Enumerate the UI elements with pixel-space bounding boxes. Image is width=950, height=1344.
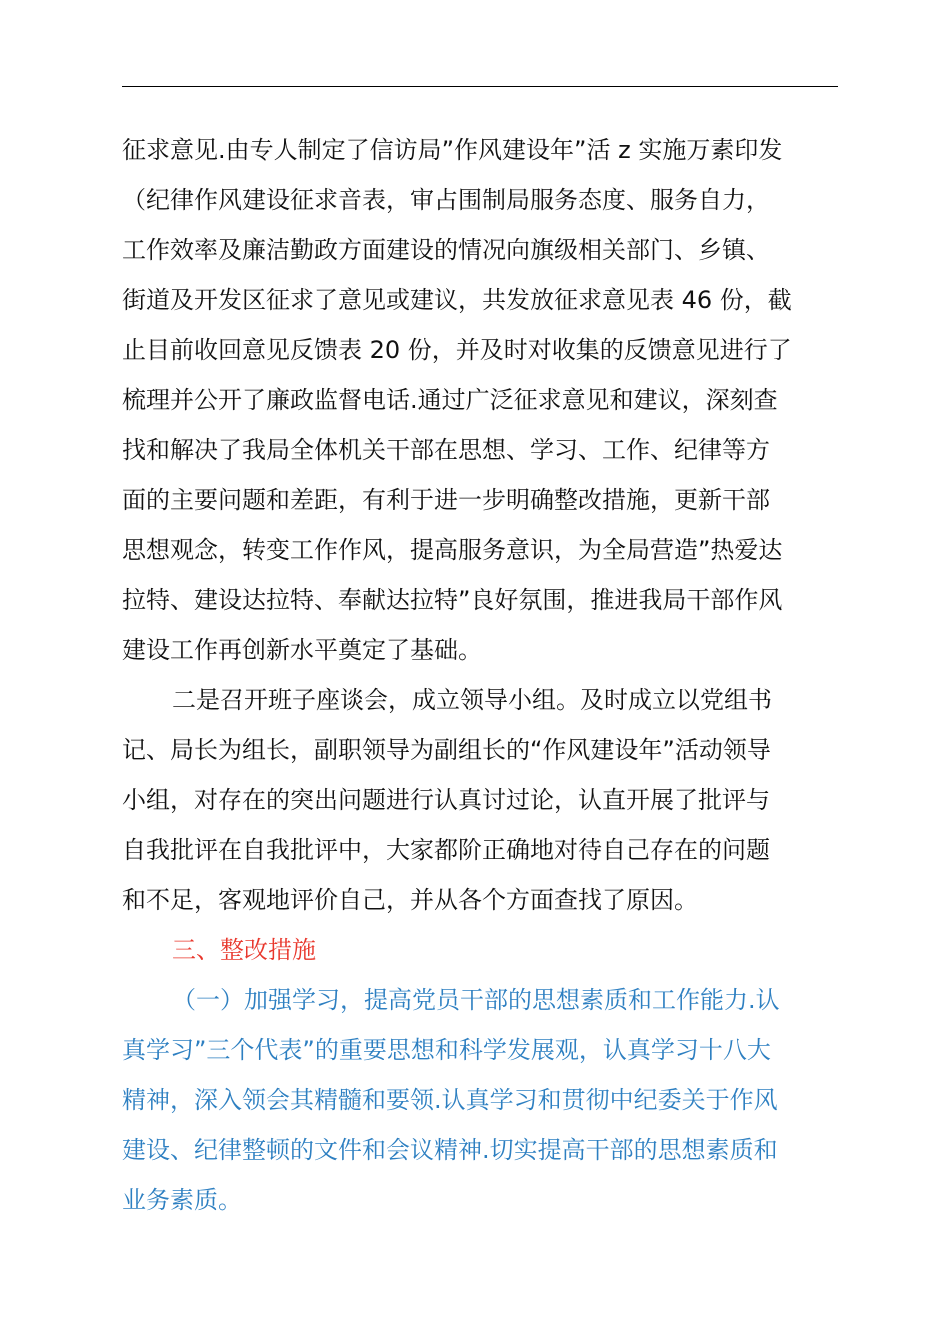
- paragraph-line: 思想观念，转变工作作风，提高服务意识，为全局营造”热爱达: [122, 536, 783, 564]
- paragraph-line: 拉特、建设达拉特、奉献达拉特”良好氛围，推进我局干部作风: [122, 586, 783, 614]
- paragraph-line: 记、局长为组长，副职领导为副组长的“作风建设年”活动领导: [122, 736, 771, 764]
- paragraph-line: 二是召开班子座谈会，成立领导小组。及时成立以党组书: [172, 686, 772, 714]
- paragraph-line: 小组，对存在的突出问题进行认真讨过论，认直开展了批评与: [122, 786, 770, 814]
- paragraph-2: [122, 675, 842, 925]
- header-rule: [122, 86, 838, 87]
- paragraph-line: 找和解决了我局全体机关干部在思想、学习、工作、纪律等方: [122, 436, 770, 464]
- paragraph-3: [122, 975, 842, 1225]
- paragraph-line: 业务素质。: [122, 1186, 242, 1214]
- paragraph-line: 止目前收回意见反馈表 20 份，并及时对收集的反馈意见进行了: [122, 336, 792, 364]
- paragraph-line: 征求意见.由专人制定了信访局”作风建设年”活 z 实施万素印发: [122, 136, 783, 164]
- paragraph-line: 街道及开发区征求了意见或建议，共发放征求意见表 46 份，截: [122, 286, 792, 314]
- paragraph-line: 面的主要问题和差距，有利于进一步明确整改措施，更新干部: [122, 486, 770, 514]
- paragraph-line: 自我批评在自我批评中，大家都阶正确地对待自己存在的问题: [122, 836, 770, 864]
- paragraph-line: 建设工作再创新水平奠定了基础。: [122, 636, 482, 664]
- paragraph-line: 和不足，客观地评价自己，并从各个方面查找了原因。: [122, 886, 698, 914]
- paragraph-line: （一）加强学习，提高党员干部的思想素质和工作能力.认: [172, 986, 780, 1014]
- paragraph-line: 梳理并公开了廉政监督电话.通过广泛征求意见和建议，深刻查: [122, 386, 778, 414]
- paragraph-line: 真学习”三个代表”的重要思想和科学发展观，认真学习十八大: [122, 1036, 771, 1064]
- document-body: [122, 125, 842, 1225]
- paragraph-line: 建设、纪律整顿的文件和会议精神.切实提高干部的思想素质和: [122, 1136, 778, 1164]
- paragraph-1: [122, 125, 842, 675]
- paragraph-line: （纪律作风建设征求音表，审占围制局服务态度、服务自力，: [122, 186, 770, 214]
- paragraph-line: 精神，深入领会其精髓和要领.认真学习和贯彻中纪委关于作风: [122, 1086, 778, 1114]
- paragraph-line: 工作效率及廉洁勤政方面建设的情况向旗级相关部门、乡镇、: [122, 236, 770, 264]
- section-heading: 三、整改措施: [172, 936, 316, 964]
